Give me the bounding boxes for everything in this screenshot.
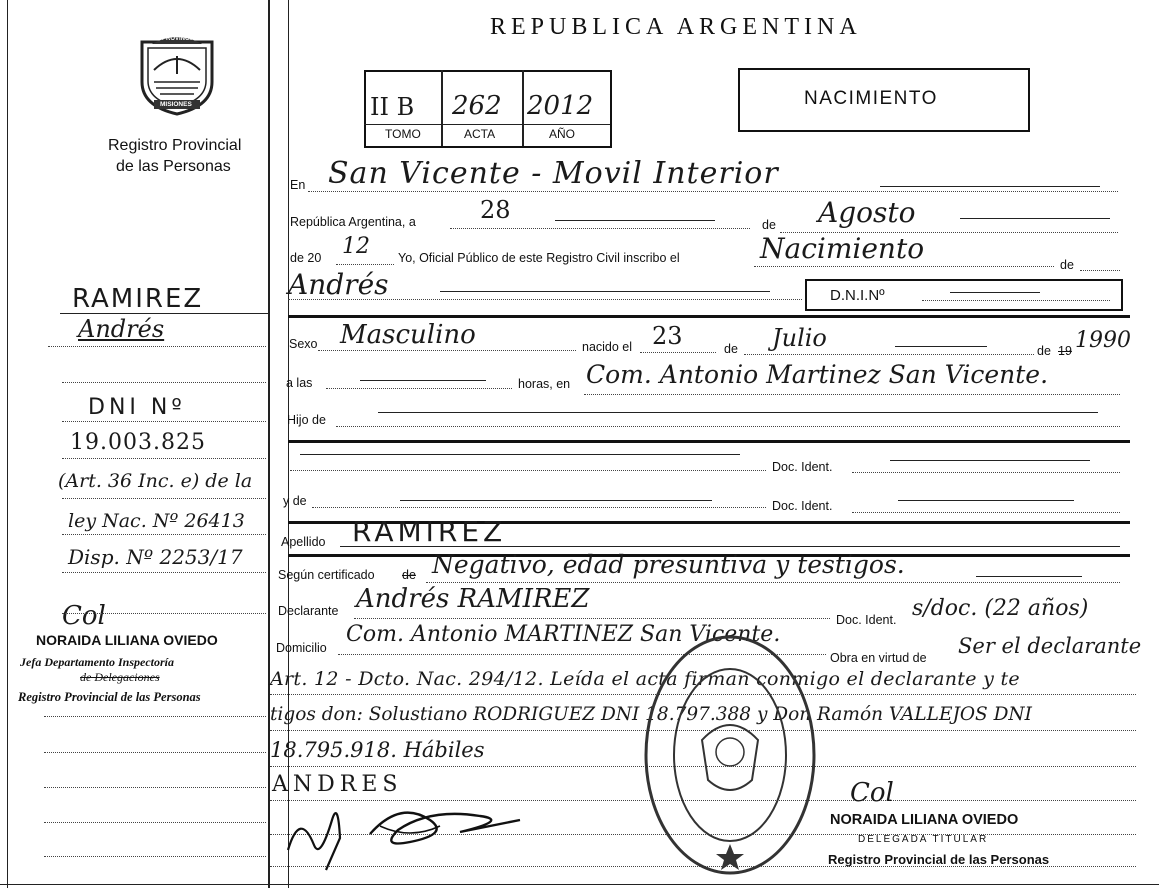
right-stamp-name: NORAIDA LILIANA OVIEDO [830, 812, 1019, 828]
doc-ident-line-2 [898, 500, 1074, 501]
margin-note-2: ley Nac. Nº 26413 [68, 510, 245, 532]
margin-dots-11 [44, 787, 266, 788]
record-divider-2 [522, 70, 524, 146]
margin-dots-6 [62, 534, 266, 535]
margin-dots-4 [62, 458, 266, 459]
bottom-line [0, 884, 1159, 885]
birth-month-dots [744, 354, 1034, 355]
left-stamp-dept: de Delegaciones [80, 670, 160, 684]
republica-label: República Argentina, a [290, 215, 416, 229]
horas-label: horas, en [518, 377, 571, 391]
inscribo-dots [754, 266, 1054, 267]
segun-de-struck: de [402, 568, 416, 582]
day-dots [450, 228, 750, 229]
year-value: 12 [342, 234, 370, 259]
apellido-line [340, 546, 1120, 547]
birth-de-label: de [724, 342, 738, 356]
record-tomo-label: TOMO [385, 127, 421, 141]
en-label: En [290, 178, 306, 192]
record-tomo-value: II B [370, 93, 415, 121]
doc-ident-line-1 [890, 460, 1090, 461]
dni-dots [922, 300, 1110, 301]
hijo-dots [336, 426, 1120, 427]
sexo-label: Sexo [289, 337, 318, 351]
apellido-value: RAMIREZ [352, 515, 507, 548]
signature-name: ANDRES [272, 772, 403, 797]
record-acta-value: 262 [452, 91, 502, 121]
birth-day: 23 [652, 322, 683, 350]
hijo-line [378, 412, 1098, 413]
hw-line-2: tigos don: Solustiano RODRIGUEZ DNI 18.797.388 y Don Ramón VALLEJOS DNI [270, 704, 1032, 725]
declarante-label: Declarante [278, 604, 339, 618]
nacido-label: nacido el [582, 340, 633, 354]
name-line [440, 291, 770, 292]
en-dots [308, 191, 1118, 192]
crest-top-text: PROVINCIA [162, 36, 196, 42]
crest-bottom-text: MISIONES [160, 101, 192, 108]
doc-ident-label-2: Doc. Ident. [772, 499, 833, 513]
left-stamp-title: Jefa Departamento Inspectoría [20, 655, 174, 669]
day-value: 28 [480, 196, 511, 224]
left-stamp-name: NORAIDA LILIANA OVIEDO [36, 632, 218, 648]
doc-ident-dots-2 [852, 512, 1120, 513]
record-acta-label: ACTA [464, 127, 496, 141]
margin-dots-13 [44, 856, 266, 857]
registry-line-1: Registro Provincial [108, 137, 242, 154]
section-rule-2 [288, 440, 1130, 443]
doc-ident-dots-1 [852, 472, 1120, 473]
margin-given-name: Andrés [78, 315, 165, 343]
birth-de-label-2: de [1037, 344, 1051, 358]
left-border-line [7, 0, 8, 888]
hw-line-1: Art. 12 - Dcto. Nac. 294/12. Leída el acta firman conmigo el declarante y te [270, 668, 1020, 690]
segun-label: Según certificado [278, 568, 375, 582]
de-end-dots [1080, 270, 1120, 271]
birth-month: Julio [772, 324, 827, 352]
segun-dots [426, 582, 1120, 583]
sexo-dots [318, 350, 576, 351]
alas-line [360, 380, 486, 381]
margin-note-3: Disp. Nº 2253/17 [68, 545, 243, 569]
domicilio-value: Com. Antonio MARTINEZ San Vicente. [346, 622, 781, 647]
right-stamp-org: Registro Provincial de las Personas [828, 852, 1050, 867]
birth-day-dots [640, 352, 716, 353]
record-divider-1 [441, 70, 443, 146]
month-line [960, 218, 1110, 219]
place-dots [584, 394, 1120, 395]
declarante-dots [354, 618, 830, 619]
declarant-signature-icon [280, 790, 530, 880]
dni-label: D.N.I.Nº [830, 287, 885, 304]
margin-dots-1 [48, 346, 266, 347]
official-seal-icon [640, 630, 820, 880]
margin-dni-label: DNI Nº [88, 395, 186, 420]
margin-initials: Col [62, 601, 106, 631]
margin-dni-number: 19.003.825 [70, 430, 206, 455]
alas-dots [326, 388, 512, 389]
margin-dots-12 [44, 822, 266, 823]
record-label-line [364, 124, 610, 125]
section-rule-1 [288, 315, 1130, 318]
de-end-label: de [1060, 258, 1074, 272]
margin-surname: RAMIREZ [72, 284, 204, 314]
place-value: Com. Antonio Martinez San Vicente. [586, 360, 1049, 389]
alas-label: a las [286, 376, 313, 390]
obra-label: Obra en virtud de [830, 651, 927, 665]
margin-dots-7 [62, 572, 266, 573]
margin-dots-9 [44, 716, 266, 717]
sexo-value: Masculino [340, 320, 476, 350]
record-anio-label: AÑO [549, 127, 576, 141]
dni-line [950, 292, 1040, 293]
day-line [555, 220, 715, 221]
en-line [880, 186, 1100, 187]
yde-line [400, 500, 712, 501]
right-stamp-initials: Col [850, 778, 894, 808]
margin-line-1 [60, 313, 268, 314]
de20-label: de 20 [290, 251, 322, 265]
declarante-value: Andrés RAMIREZ [356, 584, 590, 614]
birth-year: 1990 [1075, 328, 1131, 353]
name-dots [288, 299, 802, 300]
country-title: REPUBLICA ARGENTINA [490, 14, 862, 40]
hijo-second-line [300, 454, 740, 455]
misiones-crest-icon [132, 34, 222, 116]
oficial-text: Yo, Oficial Público de este Registro Civil inscribo el [398, 251, 680, 265]
margin-dots-10 [44, 752, 266, 753]
yde-dots [312, 507, 766, 508]
obra-value: Ser el declarante [958, 634, 1142, 658]
declarante-doc-label: Doc. Ident. [836, 613, 897, 627]
margin-dots-2 [62, 382, 266, 383]
margin-note-1: (Art. 36 Inc. e) de la [58, 470, 253, 492]
de-label: de [762, 218, 776, 232]
segun-value: Negativo, edad presuntiva y testigos. [432, 550, 905, 579]
hw-line-3: 18.795.918. Hábiles [270, 738, 485, 762]
hijo-second-dots [290, 470, 766, 471]
en-value: San Vicente - Movil Interior [328, 156, 779, 191]
margin-dots-3 [62, 421, 266, 422]
margin-dots-5 [62, 498, 266, 499]
name-value: Andrés [288, 268, 389, 301]
year-dots [336, 264, 394, 265]
registry-line-2: de las Personas [116, 158, 231, 175]
domicilio-label: Domicilio [276, 641, 327, 655]
segun-line [976, 576, 1082, 577]
yde-label: y de [283, 494, 307, 508]
birth-year-struck: 19 [1058, 344, 1072, 358]
record-anio-value: 2012 [527, 91, 594, 121]
left-stamp-org: Registro Provincial de las Personas [18, 690, 201, 704]
hijo-label: Hijo de [287, 413, 326, 427]
declarante-doc-value: s/doc. (22 años) [912, 596, 1089, 621]
birth-month-line [895, 346, 987, 347]
inscribo-value: Nacimiento [760, 232, 925, 265]
doc-type-title: NACIMIENTO [804, 88, 938, 109]
doc-ident-label-1: Doc. Ident. [772, 460, 833, 474]
margin-dots-8 [62, 613, 266, 614]
month-value: Agosto [818, 196, 916, 229]
apellido-label: Apellido [281, 535, 326, 549]
right-stamp-title: DELEGADA TITULAR [858, 834, 989, 845]
